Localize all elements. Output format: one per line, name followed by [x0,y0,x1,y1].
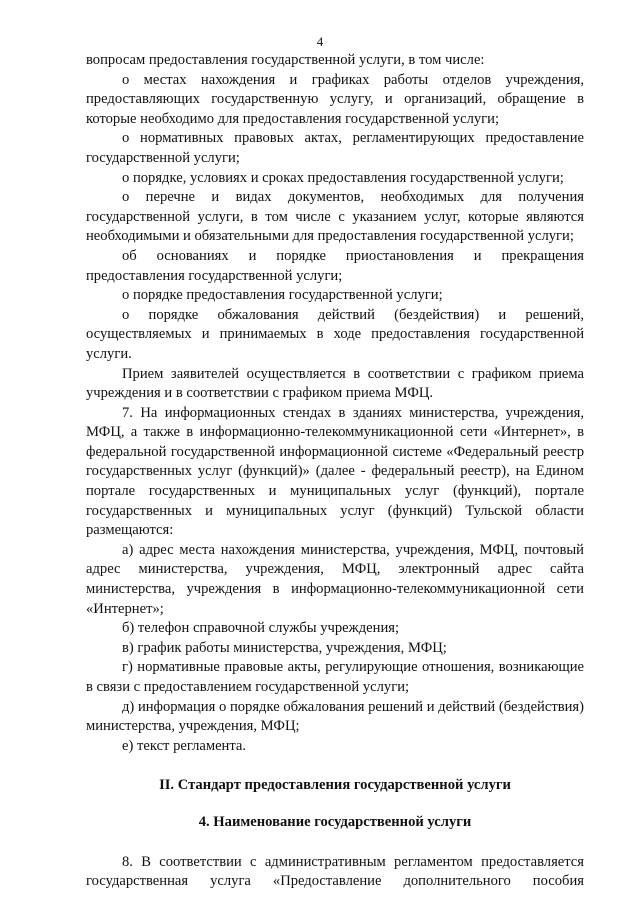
paragraph-continuation: вопросам предоставления государственной услуги, в том числе: [86,52,485,68]
paragraph-list-item: г) нормативные правовые акты, регулирующие отношения, возникающие в связи с предоставлением государственной услуги; [86,659,584,695]
paragraph-list-item: о порядке, условиях и сроках предоставления государственной услуги; [122,169,564,186]
page-number: 4 [316,34,324,49]
paragraph-list-item: о местах нахождения и графиках работы отделов учреждения, предоставляющих государственную услугу, и организаций, обращение в которые необходимо для предоставления государственной услуги; [86,71,584,127]
paragraph-list-item: о перечне и видах документов, необходимых для получения государственной услуги, в том числе с указанием услуг, которые являются необходимыми и обязательными для предоставления государственной услуги; [86,189,584,245]
paragraph-list-item: о порядке предоставления государственной услуги; [122,287,443,304]
paragraph-list-item: б) телефон справочной службы учреждения; [122,620,400,637]
paragraph-list-item: об основаниях и порядке приостановления и прекращения предоставления государственной услуги; [86,247,584,284]
section-heading: II. Стандарт предоставления государственной услуги [159,777,511,794]
paragraph-list-item: д) информация о порядке обжалования решений и действий (бездействия) министерства, учреждения, МФЦ; [86,698,584,735]
paragraph-list-item: о порядке обжалования действий (бездействия) и решений, осуществляемых и принимаемых в ходе предоставления государственной услуги. [86,306,584,362]
subsection-heading: 4. Наименование государственной услуги [198,813,472,830]
paragraph-clause-8: 8. В соответствии с административным регламентом предоставляется государственная услуга «Предоставление дополнительного пособия [86,853,584,890]
paragraph: Прием заявителей осуществляется в соответствии с графиком приема учреждения и в соответствии с графиком приема МФЦ. [86,365,584,402]
document-body [86,51,584,892]
paragraph-list-item: а) адрес места нахождения министерства, учреждения, МФЦ, почтовый адрес министерства, учреждения, МФЦ, электронный адрес сайта министерства, учреждения в информационно-телекоммуникационной сети «Интернет»; [86,541,584,617]
paragraph-list-item: в) график работы министерства, учреждения, МФЦ; [122,639,447,656]
paragraph-clause-7: 7. На информационных стендах в зданиях министерства, учреждения, МФЦ, а также в информационно-телекоммуникационной сети «Интернет», в федеральной государственной информационной системе «Федеральный реестр государственных услуг (функций)» (далее - федеральный реестр), на Едином портале государственных и муниципальных услуг (функций), портале государственных и муниципальных услуг (функций) Тульской области размещаются: [86,404,584,539]
paragraph-list-item: о нормативных правовых актах, регламентирующих предоставление государственной услуги; [86,130,584,166]
paragraph-list-item: е) текст регламента. [122,737,247,754]
